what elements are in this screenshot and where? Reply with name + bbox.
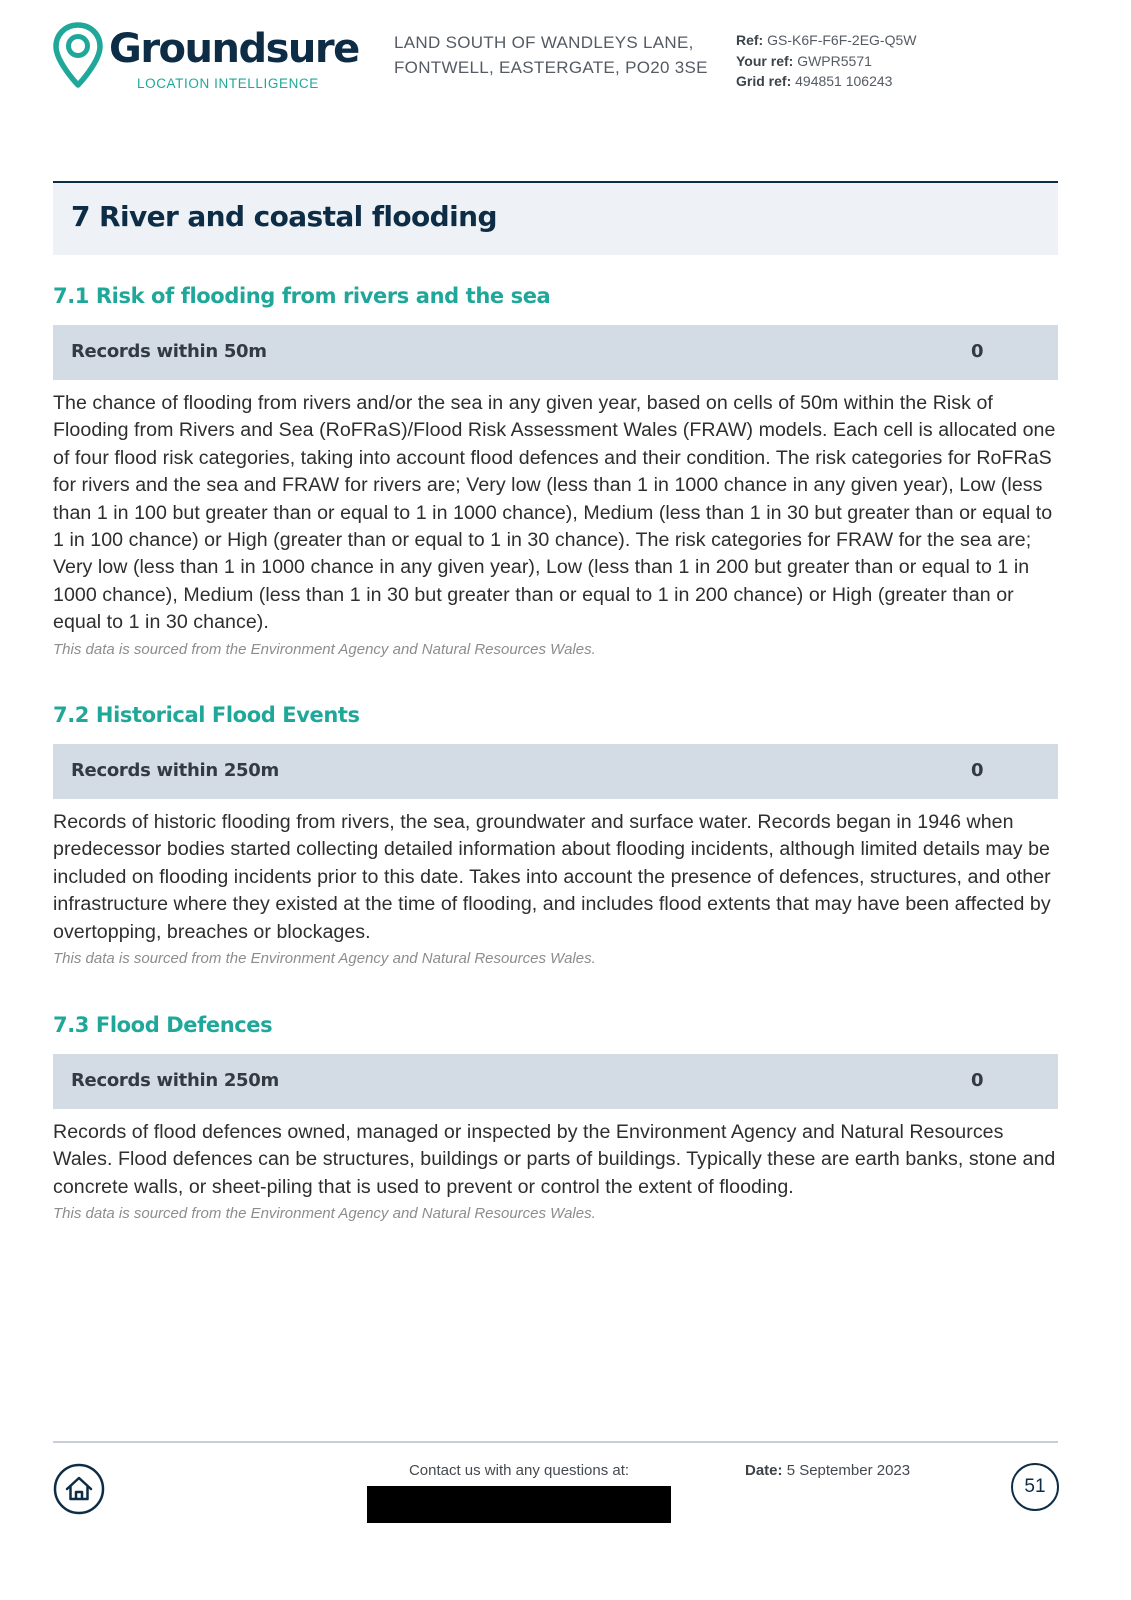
page-header: [53, 18, 1058, 98]
home-icon[interactable]: [53, 1463, 105, 1515]
address-line-2: FONTWELL, EASTERGATE, PO20 3SE: [394, 58, 708, 77]
address-line-1: LAND SOUTH OF WANDLEYS LANE,: [394, 33, 694, 52]
contact-label: Contact us with any questions at:: [408, 1462, 630, 1479]
subsection-heading: 7.1 Risk of flooding from rivers and the sea: [53, 284, 551, 308]
subsection-historical-flood-events: [53, 700, 1058, 967]
site-address: [394, 30, 714, 80]
records-label: Records within 250m: [71, 760, 279, 781]
your-ref-label: Your ref:: [736, 52, 794, 69]
date-label: Date:: [745, 1462, 783, 1479]
grid-ref-label: Grid ref:: [736, 73, 792, 89]
subsection-heading: 7.2 Historical Flood Events: [53, 703, 360, 727]
records-count: 0: [971, 760, 984, 781]
records-bar: [53, 744, 1058, 799]
redacted-contact-details: [367, 1486, 671, 1523]
data-source-note: This data is sourced from the Environment Agency and Natural Resources Wales.: [53, 640, 596, 658]
records-bar: [53, 325, 1058, 380]
records-bar: [53, 1054, 1058, 1109]
report-date: [745, 1462, 910, 1479]
ref-value: GS-K6F-F6F-2EG-Q5W: [767, 32, 917, 48]
ref-row: [736, 30, 916, 51]
subsection-heading: 7.3 Flood Defences: [53, 1013, 273, 1037]
date-value: 5 September 2023: [786, 1462, 911, 1479]
reference-block: [736, 30, 916, 92]
groundsure-logo[interactable]: [53, 22, 359, 92]
records-label: Records within 250m: [71, 1070, 279, 1091]
your-ref-row: [736, 51, 916, 72]
your-ref-value: GWPR5571: [797, 52, 872, 69]
logo-wordmark: Groundsure: [109, 26, 359, 72]
records-count: 0: [971, 341, 984, 362]
records-label: Records within 50m: [71, 341, 267, 362]
page-number: 51: [1011, 1463, 1059, 1511]
location-pin-icon: [53, 22, 103, 88]
data-source-note: This data is sourced from the Environment Agency and Natural Resources Wales.: [53, 950, 596, 968]
subsection-body: The chance of flooding from rivers and/or the sea in any given year, based on cells of 50m within the Risk of Flooding from Rivers and Sea (RoFRaS)/Flood Risk Assessment Wales (FRAW) models. Each cell is allocated one of four flood risk categories, taking into account flood defences and their condition. The risk categories for RoFRaS for rivers and the sea and FRAW for rivers are; Very low (less than 1 in 1000 chance in any given year), Low (less than 1 in 100 but greater than or equal to 1 in 1000 chance), Medium (less than 1 in 30 but greater than or equal to 1 in 100 chance) or High (greater than or equal to 1 in 30 chance). The risk categories for FRAW for the sea are; Very low (less than 1 in 1000 chance in any given year), Low (less than 1 in 200 but greater than or equal to 1 in 1000 chance), Medium (less than 1 in 30 but greater than or equal to 1 in 200 chance) or High (greater than or equal to 1 in 30 chance).: [53, 392, 1056, 634]
grid-ref-value: 494851 106243: [795, 73, 893, 89]
grid-ref-row: [736, 71, 916, 92]
subsection-risk-of-flooding: [53, 281, 1058, 658]
logo-tagline: LOCATION INTELLIGENCE: [137, 76, 319, 91]
subsection-flood-defences: [53, 1010, 1058, 1222]
records-count: 0: [971, 1070, 984, 1091]
section-title: 7 River and coastal flooding: [71, 200, 497, 233]
data-source-note: This data is sourced from the Environment Agency and Natural Resources Wales.: [53, 1205, 596, 1223]
ref-label: Ref:: [736, 32, 764, 48]
section-title-box: [53, 181, 1058, 255]
subsection-body: Records of flood defences owned, managed or inspected by the Environment Agency and Natural Resources Wales. Flood defences can be structures, buildings or parts of buildings. Typically these are earth banks, stone and concrete walls, or sheet-piling that is used to prevent or control the extent of flooding.: [53, 1121, 1056, 1198]
subsection-body: Records of historic flooding from rivers, the sea, groundwater and surface water. Records began in 1946 when predecessor bodies started collecting detailed information about flooding incidents, although limited details may be included on flooding incidents prior to this date. Takes into account the presence of defences, structures, and other infrastructure where they existed at the time of flooding, and includes flood extents that may have been affected by overtopping, breaches or blockages.: [53, 811, 1051, 943]
footer-divider: [53, 1441, 1058, 1443]
